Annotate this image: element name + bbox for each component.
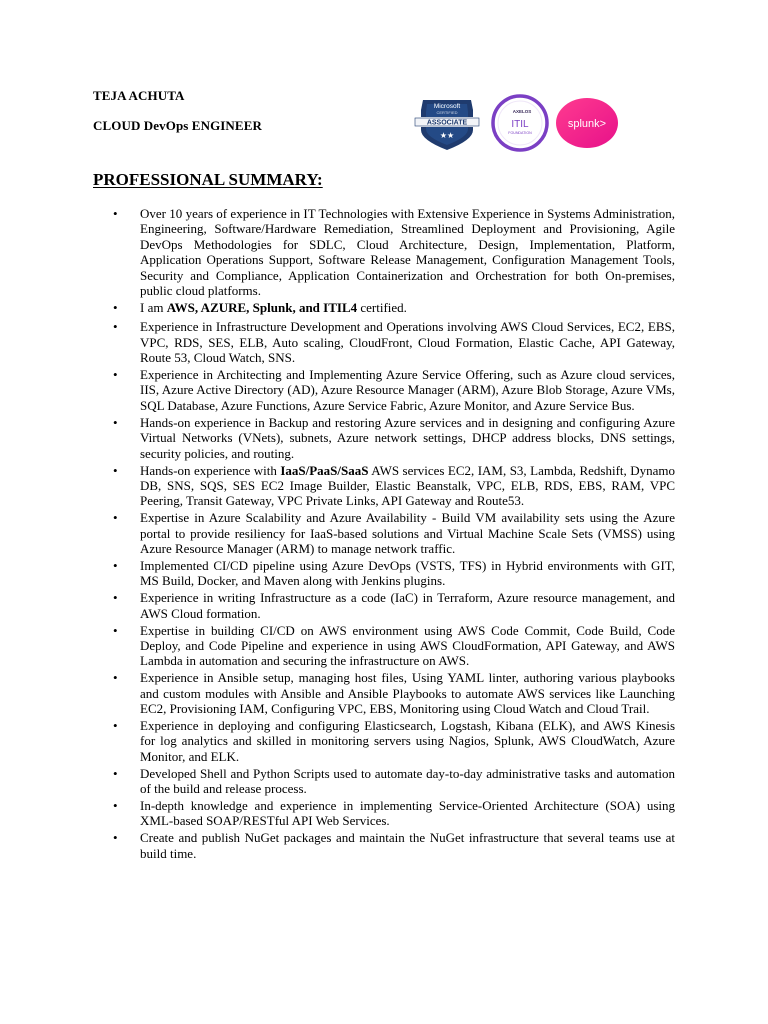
bullet-text: Hands-on experience in Backup and restoring Azure services and in designing and configuring Azure Virtual Networks (VNets), subnets, Azure network settings, DHCP address blocks, DNS settings, security policies, and routing. [140, 414, 675, 461]
badge-top-text: Microsoft [433, 103, 461, 110]
bullet-bold-text: IaaS/PaaS/SaaS [280, 462, 369, 478]
splunk-text: splunk> [567, 118, 607, 130]
summary-bullet [113, 463, 675, 509]
bullet-text: Experience in Infrastructure Development and Operations involving AWS Cloud Services, EC2, EBS, VPC, RDS, SES, ELB, Auto scaling, CloudFront, Cloud Formation, Elastic Cache, API Gateway, Route 53, Cloud Watch, SNS. [140, 319, 675, 366]
bullet-text: Expertise in Azure Scalability and Azure Availability - Build VM availability sets using the Azure portal to provide resiliency for IaaS-based solutions and Virtual Machine Scale Sets (VMSS) using Azure Resource Manager (ARM) to manage network traffic. [140, 510, 675, 557]
bullet-text: Create and publish NuGet packages and maintain the NuGet infrastructure that several teams use at build time. [140, 830, 675, 861]
bullet-text: In-depth knowledge and experience in implementing Service-Oriented Architecture (SOA) using XML-based SOAP/RESTful API Web Services. [140, 798, 675, 829]
itil-sub-text: FOUNDATION [508, 131, 532, 135]
summary-bullet [113, 367, 675, 413]
summary-list [113, 206, 675, 863]
svg-text:★★: ★★ [439, 131, 455, 140]
summary-bullet [113, 558, 675, 589]
badge-sub-text: CERTIFIED [436, 110, 458, 115]
bullet-text: I am [140, 299, 167, 315]
summary-bullet [113, 510, 675, 556]
splunk-logo-icon [555, 97, 619, 149]
section-title: PROFESSIONAL SUMMARY: [93, 170, 323, 189]
bullet-text: certified. [357, 299, 407, 315]
bullet-text: AWS services EC2, IAM, S3, Lambda, Redshift, Dynamo DB, SNS, SQS, SES EC2 Image Builder, Elastic Beanstalk, VPC, ELB, RDS, EBS, RAM, VPC Peering, Transit Gateway, VPC Private Links, API Gateway and Route53. [140, 462, 675, 509]
candidate-name: TEJA ACHUTA [93, 88, 185, 103]
bullet-text: Experience in writing Infrastructure as a code (IaC) in Terraform, Azure resource management, and AWS Cloud formation. [140, 590, 675, 621]
bullet-text: Implemented CI/CD pipeline using Azure DevOps (VSTS, TFS) in Hybrid environments with GIT, MS Build, Docker, and Maven along with Jenkins plugins. [140, 557, 675, 589]
bullet-text: Expertise in building CI/CD on AWS environment using AWS Code Commit, Code Build, Code Deploy, and Code Pipeline and experience in using AWS CloudFormation, API Gateway, and AWS Lambda in automation and securing the infrastructure on AWS. [140, 622, 675, 669]
itil-foundation-badge-icon [491, 94, 549, 152]
badge-band-text: ASSOCIATE [426, 119, 468, 127]
summary-bullet [113, 415, 675, 461]
summary-bullet [113, 300, 675, 315]
itil-brand-text: AXELOS [512, 109, 532, 114]
itil-title-text: ITIL [511, 119, 529, 130]
bullet-text: Developed Shell and Python Scripts used to automate day-to-day administrative tasks and automation of the build and release process. [140, 765, 675, 797]
summary-bullet [113, 590, 675, 621]
summary-bullet [113, 798, 675, 829]
bullet-bold-text: AWS, AZURE, Splunk, and ITIL4 [166, 299, 358, 315]
microsoft-associate-badge-icon [413, 96, 481, 152]
certification-logos [413, 94, 623, 156]
bullet-text: Hands-on experience with [140, 462, 281, 478]
candidate-title: CLOUD DevOps ENGINEER [93, 118, 262, 133]
summary-bullet [113, 718, 675, 764]
bullet-text: Experience in deploying and configuring Elasticsearch, Logstash, Kibana (ELK), and AWS Kinesis for log analytics and skilled in monitoring servers using Nagios, Splunk, AWS CloudWatch, Azure Monitor, and ELK. [140, 718, 675, 764]
summary-bullet [113, 319, 675, 365]
bullet-text: Experience in Architecting and Implementing Azure Service Offering, such as Azure cloud services, IIS, Azure Active Directory (AD), Azure Resource Manager (ARM), Azure Blob Storage, Azure VMs, SQL Database, Azure Functions, Azure Service Fabric, Azure Monitor, and Azure Service Bus. [140, 367, 675, 413]
bullet-text: Over 10 years of experience in IT Technologies with Extensive Experience in Systems Administration, Engineering, Software/Hardware Remediation, Streamlined Deployment and Provisioning, Agile DevOps Methodologies for SDLC, Cloud Architecture, Design, Implementation, Platform, Application Operations Support, Software Release Management, Configuration Management Tools, Security and Compliance, Application Containerization and Orchestration for both On-premises, public cloud platforms. [140, 206, 675, 299]
summary-bullet [113, 206, 675, 298]
bullet-text: Experience in Ansible setup, managing host files, Using YAML linter, authoring various playbooks and custom modules with Ansible and Ansible Playbooks to automate AWS services like Launching EC2, Provisioning IAM, Configuring VPC, EBS, Monitoring using Cloud Watch and Cloud Trail. [140, 670, 675, 717]
summary-bullet [113, 623, 675, 669]
summary-bullet [113, 830, 675, 861]
summary-bullet [113, 670, 675, 716]
summary-bullet [113, 766, 675, 797]
